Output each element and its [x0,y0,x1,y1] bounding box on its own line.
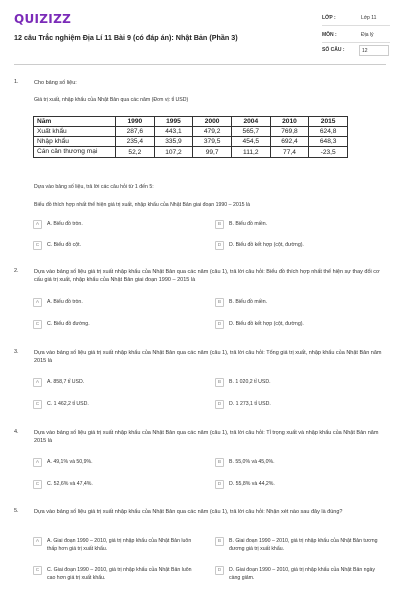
option-a[interactable] [33,458,93,467]
option-letter: D [215,566,224,575]
question-text: Cho bảng số liệu: [34,80,77,86]
table-cell: 335,9 [154,137,193,147]
option-letter: A [33,537,42,546]
table-cell: 379,5 [193,137,232,147]
option-text: D. Biểu đồ kết hợp (cột, đường). [229,321,304,327]
option-letter: D [215,241,224,250]
divider [322,25,390,26]
option-c[interactable] [33,241,81,250]
option-text: B. 1 020,2 tỉ USD. [229,379,271,385]
table-cell: 287,6 [116,127,155,137]
question-text: Dựa vào bảng số liệu giá trị xuất nhập khẩu của Nhật Bản qua các năm (câu 1), trả lời câu hỏi: Tỉ trọng xuất và nhập khẩu của Nhật Bản năm 2015 là [34,430,379,444]
option-a[interactable] [33,537,198,553]
option-c[interactable] [33,400,89,409]
table-header-cell: 1995 [154,117,193,127]
option-text: C. Giai đoạn 1990 – 2010, giá trị nhập khẩu của Nhật Bản luôn cao hơn giá trị xuất khẩu. [47,567,192,581]
table-cell: 235,4 [116,137,155,147]
option-text: D. 55,8% và 44,2%. [229,481,275,487]
option-letter: A [33,458,42,467]
page-title: 12 câu Trắc nghiệm Địa Lí 11 Bài 9 (có đáp án): Nhật Bản (Phần 3) [14,33,238,42]
option-letter: C [33,241,42,250]
table-cell: 111,2 [231,147,270,158]
table-cell: 77,4 [270,147,309,158]
socau-value: 12 [359,45,389,56]
page-header [0,0,400,62]
option-text: A. 49,1% và 50,9%. [47,459,93,465]
option-a[interactable] [33,220,83,229]
lop-label: LỚP : [322,15,336,21]
question-number: 4. [14,429,19,435]
option-a[interactable] [33,298,83,307]
option-d[interactable] [215,566,380,582]
question-number: 1. [14,79,19,85]
option-letter: C [33,566,42,575]
option-c[interactable] [33,566,198,582]
question-text: Dựa vào bảng số liệu giá trị xuất nhập khẩu của Nhật Bản qua các năm (câu 1), trả lời câu hỏi: Tổng giá trị xuất, nhập khẩu của Nhật Bản năm 2015 là [34,350,382,364]
option-letter: D [215,480,224,489]
option-text: D. Giai đoạn 1990 – 2010, giá trị nhập khẩu của Nhật Bản ngày càng giảm. [229,567,375,581]
table-header-cell: Năm [34,117,116,127]
option-text: B. Biểu đồ miền. [229,299,268,305]
question-text: Dựa vào bảng số liệu giá trị xuất nhập khẩu của Nhật Bản qua các năm (câu 1), trả lời câu hỏi: Nhận xét nào sau đây là đúng? [34,509,343,515]
option-b[interactable] [215,378,271,387]
question-number: 2. [14,268,19,274]
option-letter: B [215,378,224,387]
question-text: Biểu đồ thích hợp nhất thể hiện giá trị xuất, nhập khẩu của Nhật Bản giai đoạn 1990 – 2015 là [34,202,250,208]
question-number: 5. [14,508,19,514]
option-text: C. 52,6% và 47,4%. [47,481,93,487]
data-table [33,116,348,158]
option-d[interactable] [215,241,304,250]
table-cell: Xuất khẩu [34,127,116,137]
table-cell: 454,5 [231,137,270,147]
option-b[interactable] [215,537,380,553]
option-b[interactable] [215,298,267,307]
table-header-cell: 2010 [270,117,309,127]
option-b[interactable] [215,220,267,229]
table-cell: Nhập khẩu [34,137,116,147]
option-text: A. Biểu đồ tròn. [47,299,83,305]
option-letter: A [33,298,42,307]
quizizz-logo[interactable]: QUIZIZZ [14,12,72,26]
header-divider [14,64,386,65]
option-d[interactable] [215,480,275,489]
option-text: D. Biểu đồ kết hợp (cột, đường). [229,242,304,248]
table-cell: 99,7 [193,147,232,158]
table-cell: 648,3 [309,137,348,147]
option-d[interactable] [215,400,271,409]
option-text: B. Giai đoạn 1990 – 2010, giá trị nhập khẩu của Nhật Bản tương đương giá trị xuất khẩu. [229,538,378,552]
option-letter: C [33,400,42,409]
table-cell: 479,2 [193,127,232,137]
option-letter: B [215,458,224,467]
question-text: Dựa vào bảng số liệu giá trị xuất nhập khẩu của Nhật Bản qua các năm (câu 1), trả lời câu hỏi: Biểu đồ thích hợp nhất thể hiện sự thay đổi cơ cấu giá trị xuất, nhập khẩu của Nhật Bản giai đoạn 1990 – 2015 là [34,269,380,283]
mon-label: MÔN : [322,32,337,38]
table-caption: Giá trị xuất, nhập khẩu của Nhật Bản qua các năm (Đơn vị: tỉ USD) [34,97,189,103]
option-letter: D [215,400,224,409]
option-text: C. Biểu đồ đường. [47,321,90,327]
table-header-row [34,117,348,127]
option-text: A. Giai đoạn 1990 – 2010, giá trị nhập khẩu của Nhật Bản luôn thấp hơn giá trị xuất khẩu. [47,538,192,552]
option-letter: B [215,537,224,546]
option-letter: D [215,320,224,329]
option-text: A. 858,7 tỉ USD. [47,379,85,385]
option-text: A. Biểu đồ tròn. [47,221,83,227]
table-row [34,127,348,137]
option-c[interactable] [33,320,90,329]
option-b[interactable] [215,458,275,467]
option-text: C. Biểu đồ cột. [47,242,82,248]
table-header-cell: 1990 [116,117,155,127]
table-cell: 624,8 [309,127,348,137]
table-header-cell: 2004 [231,117,270,127]
table-cell: 692,4 [270,137,309,147]
table-header-cell: 2000 [193,117,232,127]
option-text: C. 1 462,2 tỉ USD. [47,401,89,407]
option-text: B. Biểu đồ miền. [229,221,268,227]
option-letter: C [33,480,42,489]
option-d[interactable] [215,320,304,329]
table-cell: 565,7 [231,127,270,137]
table-cell: 769,8 [270,127,309,137]
option-text: D. 1 273,1 tỉ USD. [229,401,271,407]
table-cell: Cán cân thương mại [34,147,116,158]
table-header-cell: 2015 [309,117,348,127]
option-a[interactable] [33,378,84,387]
table-cell: 107,2 [154,147,193,158]
table-cell: 443,1 [154,127,193,137]
option-letter: A [33,378,42,387]
option-text: B. 55,0% và 45,0%. [229,459,275,465]
socau-label: SỐ CÂU : [322,47,345,53]
question-number: 3. [14,349,19,355]
option-letter: C [33,320,42,329]
lop-value: Lớp 11 [361,15,377,21]
mon-value: Địa lý [361,32,374,38]
option-letter: A [33,220,42,229]
table-row [34,147,348,158]
table-row [34,137,348,147]
option-letter: B [215,220,224,229]
option-letter: B [215,298,224,307]
option-c[interactable] [33,480,93,489]
table-cell: 52,2 [116,147,155,158]
question-intro: Dựa vào bảng số liệu, trả lời các câu hỏi từ 1 đến 5: [34,184,154,190]
table-cell: -23,5 [309,147,348,158]
divider [322,42,390,43]
